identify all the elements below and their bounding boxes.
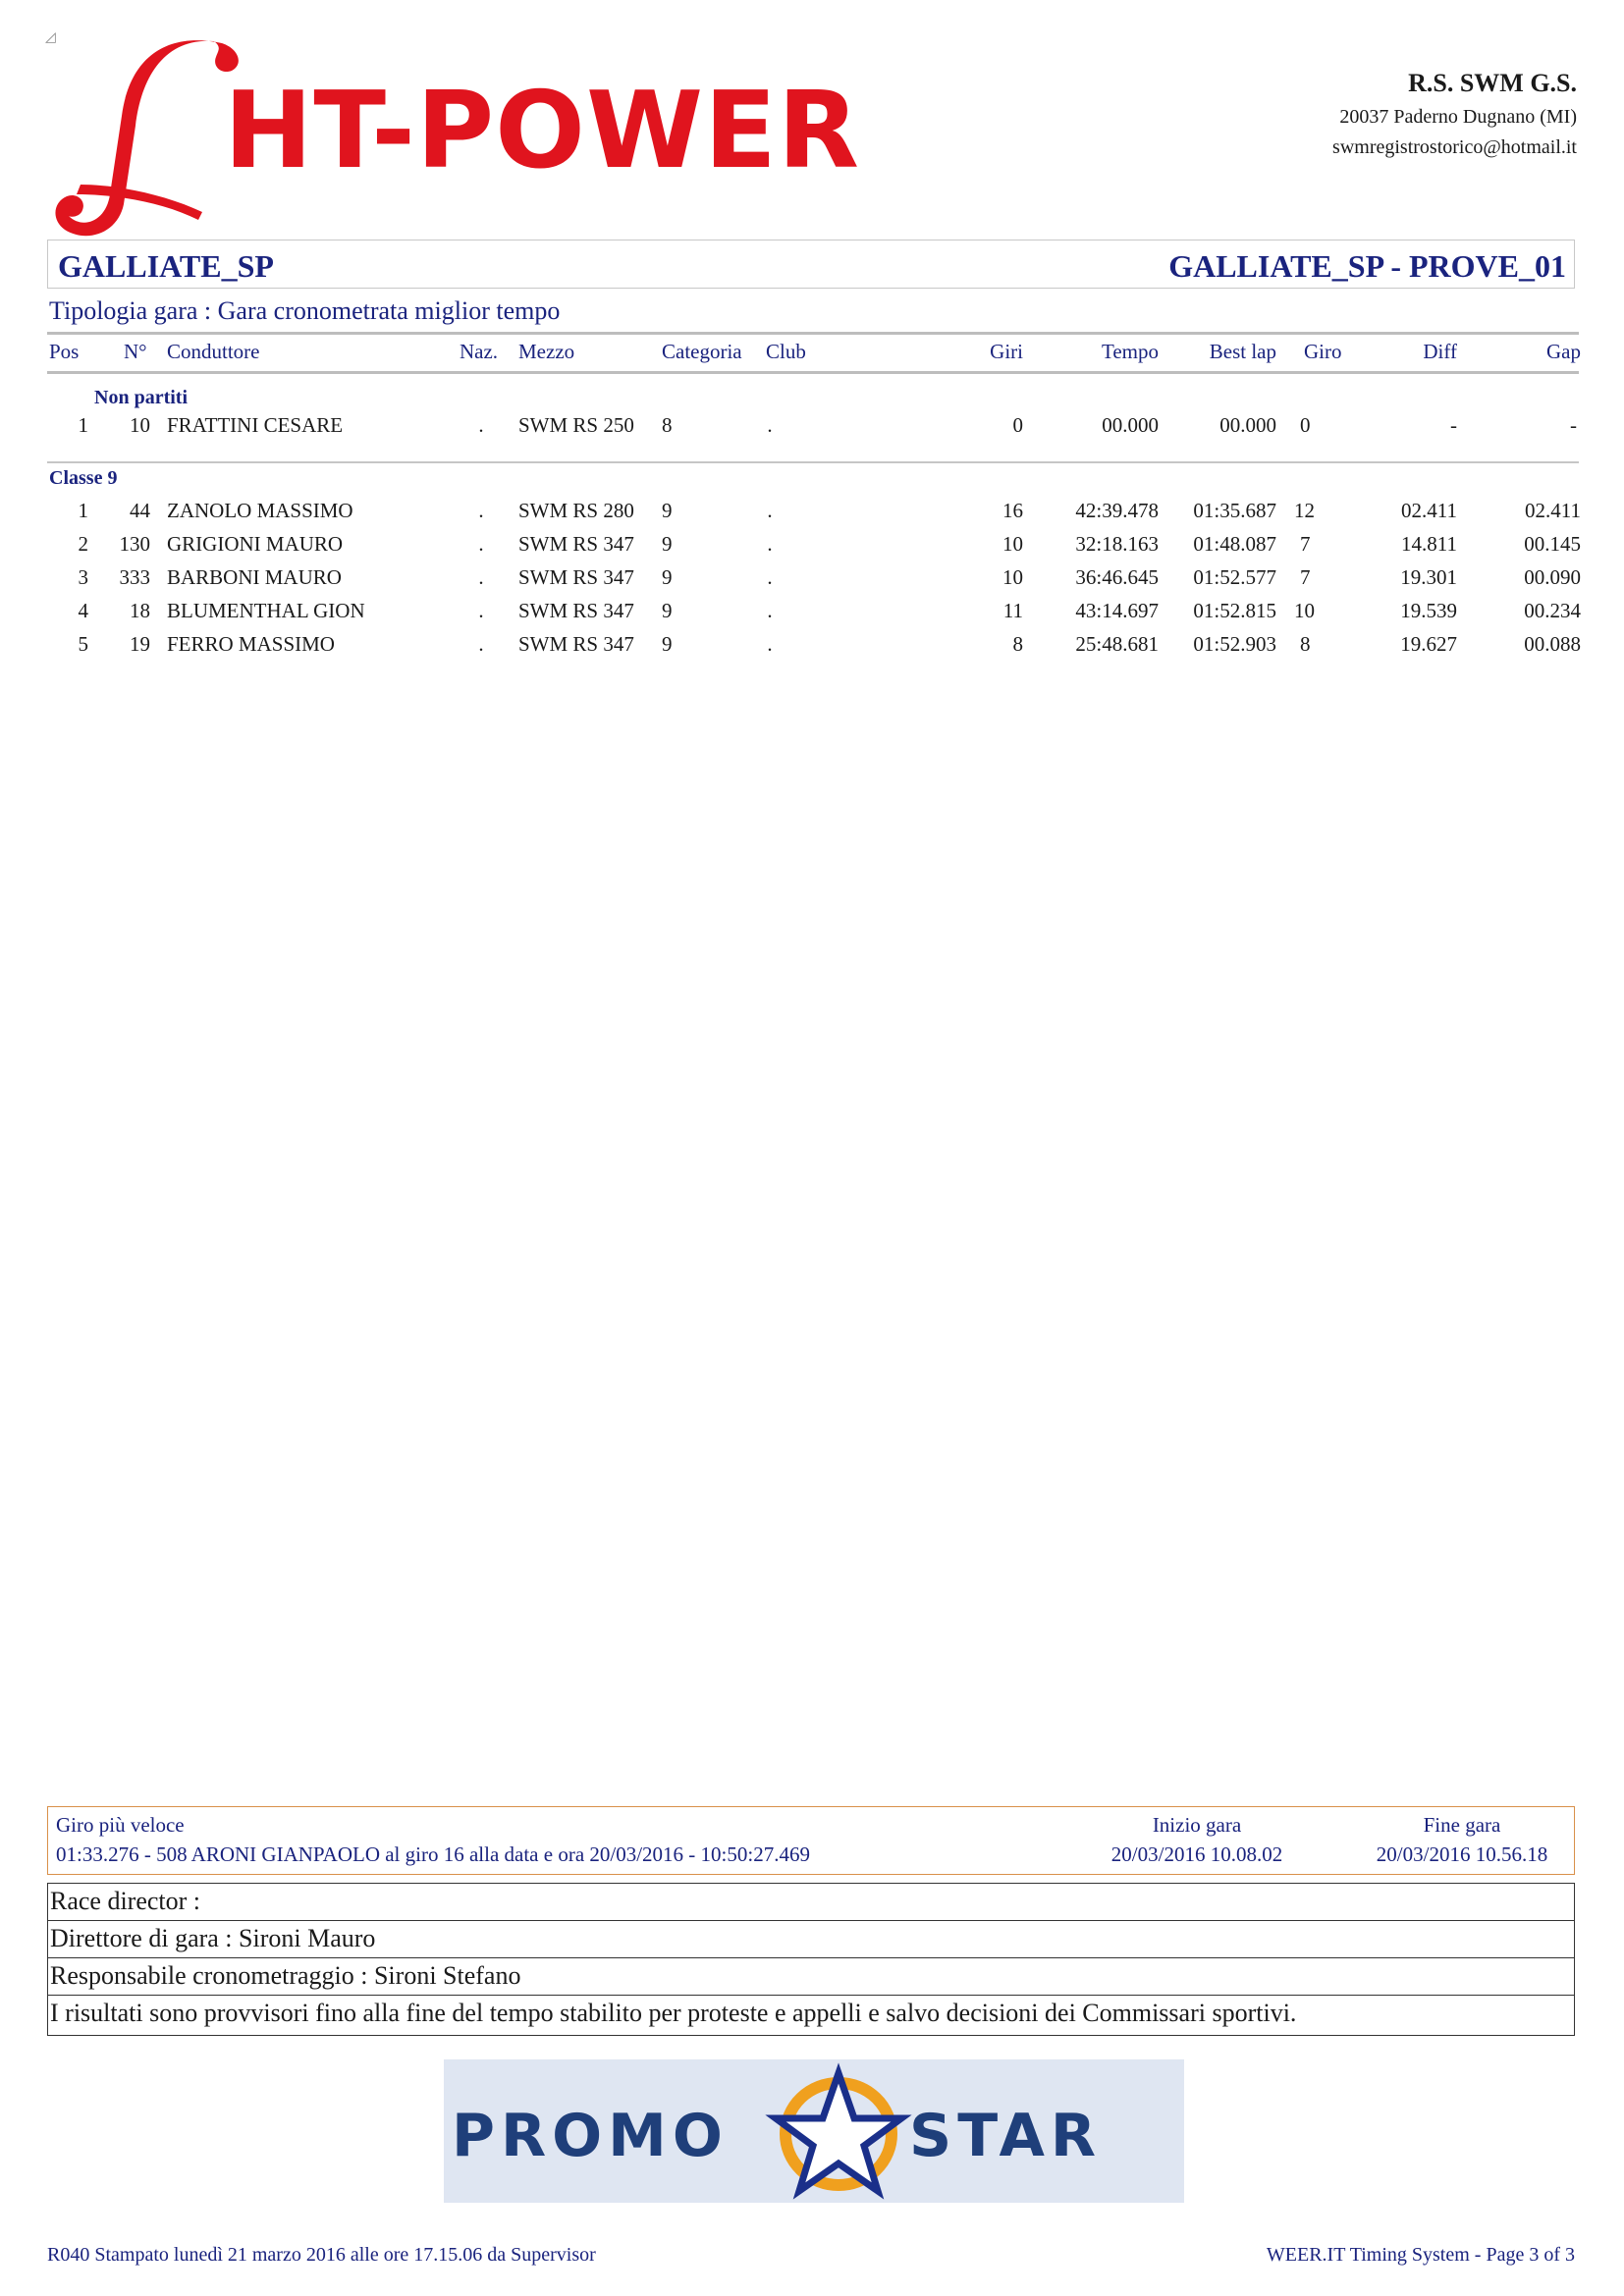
promostar-logo-graphic	[444, 2059, 1184, 2203]
footer-print-info: R040 Stampato lunedì 21 marzo 2016 alle ore 17.15.06 da Supervisor	[47, 2244, 596, 2266]
race-type: Tipologia gara : Gara cronometrata miglior tempo	[49, 296, 561, 325]
cell-gap: 00.088	[1524, 632, 1581, 656]
cell-driver: BLUMENTHAL GION	[167, 599, 365, 622]
race-director: Race director :	[48, 1884, 1574, 1921]
header-diff: Diff	[1423, 340, 1457, 363]
cell-lap: 10	[1294, 599, 1315, 622]
cell-laps: 10	[1002, 532, 1023, 556]
cell-laps: 0	[1012, 413, 1023, 437]
cell-gap: 00.234	[1524, 599, 1581, 622]
cell-driver: FERRO MASSIMO	[167, 632, 335, 656]
cell-time: 00.000	[1102, 413, 1159, 437]
header-best-lap: Best lap	[1209, 340, 1276, 363]
event-title-left: GALLIATE_SP	[58, 248, 274, 284]
org-email: swmregistrostorico@hotmail.it	[1332, 136, 1577, 158]
cell-naz: .	[478, 565, 484, 589]
header-vehicle: Mezzo	[518, 340, 575, 363]
cell-time: 42:39.478	[1075, 499, 1159, 522]
header-naz: Naz.	[460, 340, 499, 363]
cell-time: 32:18.163	[1075, 532, 1159, 556]
divider-header	[47, 371, 1579, 374]
cell-naz: .	[478, 499, 484, 522]
cell-club: .	[767, 632, 773, 656]
cell-diff: 19.627	[1400, 632, 1457, 656]
divider-top	[47, 332, 1579, 335]
cell-best-lap: 01:52.903	[1193, 632, 1276, 656]
group-label: Non partiti	[94, 387, 188, 408]
cell-category: 9	[662, 499, 673, 522]
cell-diff: 02.411	[1401, 499, 1457, 522]
logo-text: HT-POWER	[224, 70, 861, 192]
cell-gap: -	[1570, 413, 1577, 437]
cell-num: 333	[119, 565, 150, 589]
cell-pos: 1	[78, 499, 88, 522]
cell-naz: .	[478, 532, 484, 556]
cell-driver: ZANOLO MASSIMO	[167, 499, 353, 522]
logo-swoosh	[55, 40, 238, 236]
cell-best-lap: 01:48.087	[1193, 532, 1276, 556]
cell-pos: 4	[78, 599, 88, 622]
corner-mark: ◿	[45, 30, 56, 45]
cell-num: 10	[130, 413, 150, 437]
cell-best-lap: 00.000	[1219, 413, 1276, 437]
header-club: Club	[766, 340, 806, 363]
cell-club: .	[767, 413, 773, 437]
cell-pos: 1	[78, 413, 88, 437]
cell-lap: 7	[1300, 565, 1311, 589]
officials-box	[47, 1883, 1575, 2036]
cell-lap: 7	[1300, 532, 1311, 556]
cell-gap: 00.145	[1524, 532, 1581, 556]
cell-pos: 2	[78, 532, 88, 556]
header-gap: Gap	[1546, 340, 1581, 363]
cell-time: 43:14.697	[1075, 599, 1159, 622]
cell-pos: 5	[78, 632, 88, 656]
cell-vehicle: SWM RS 347	[518, 632, 634, 656]
cell-category: 9	[662, 565, 673, 589]
header-time: Tempo	[1101, 340, 1159, 363]
race-start-label: Inizio gara	[1152, 1813, 1242, 1837]
cell-num: 130	[119, 532, 150, 556]
header-lap: Giro	[1304, 340, 1342, 363]
cell-time: 36:46.645	[1075, 565, 1159, 589]
clerk-of-course: Direttore di gara : Sironi Mauro	[48, 1921, 1574, 1958]
header-num: N°	[124, 340, 147, 363]
cell-category: 8	[662, 413, 673, 437]
cell-best-lap: 01:52.815	[1193, 599, 1276, 622]
event-title-right: GALLIATE_SP - PROVE_01	[1168, 248, 1566, 284]
org-name: R.S. SWM G.S.	[1408, 69, 1577, 97]
promostar-logo	[444, 2059, 1184, 2203]
cell-diff: 14.811	[1401, 532, 1457, 556]
cell-category: 9	[662, 599, 673, 622]
cell-vehicle: SWM RS 347	[518, 565, 634, 589]
cell-time: 25:48.681	[1075, 632, 1159, 656]
sht-power-logo	[47, 37, 941, 243]
cell-driver: BARBONI MAURO	[167, 565, 342, 589]
race-end-label: Fine gara	[1423, 1813, 1501, 1837]
fastest-lap-value: 01:33.276 - 508 ARONI GIANPAOLO al giro 16 alla data e ora 20/03/2016 - 10:50:27.469	[56, 1842, 810, 1866]
footer-page-info: WEER.IT Timing System - Page 3 of 3	[1266, 2244, 1575, 2266]
cell-naz: .	[478, 413, 484, 437]
cell-driver: FRATTINI CESARE	[167, 413, 344, 437]
event-title-box	[47, 240, 1575, 289]
header-pos: Pos	[49, 340, 80, 363]
cell-lap: 12	[1294, 499, 1315, 522]
cell-club: .	[767, 532, 773, 556]
header-driver: Conduttore	[167, 340, 260, 363]
cell-num: 18	[130, 599, 150, 622]
sponsor-star-text: STAR	[909, 2102, 1103, 2170]
org-address: 20037 Paderno Dugnano (MI)	[1339, 106, 1577, 128]
cell-club: .	[767, 599, 773, 622]
cell-naz: .	[478, 632, 484, 656]
cell-laps: 10	[1002, 565, 1023, 589]
cell-diff: 19.539	[1400, 599, 1457, 622]
cell-vehicle: SWM RS 347	[518, 532, 634, 556]
cell-laps: 8	[1012, 632, 1023, 656]
logo-underline	[77, 185, 202, 220]
disclaimer: I risultati sono provvisori fino alla fine del tempo stabilito per proteste e appelli e salvo decisioni dei Commissari sportivi.	[50, 1999, 1297, 2027]
cell-lap: 0	[1300, 413, 1311, 437]
cell-diff: -	[1450, 413, 1457, 437]
cell-best-lap: 01:35.687	[1193, 499, 1276, 522]
cell-gap: 02.411	[1525, 499, 1581, 522]
cell-gap: 00.090	[1524, 565, 1581, 589]
fastest-lap-label: Giro più veloce	[56, 1813, 185, 1837]
cell-category: 9	[662, 632, 673, 656]
cell-diff: 19.301	[1400, 565, 1457, 589]
header-category: Categoria	[662, 340, 742, 363]
cell-club: .	[767, 499, 773, 522]
group-label: Classe 9	[49, 467, 118, 489]
logo-star	[776, 2073, 901, 2191]
cell-naz: .	[478, 599, 484, 622]
cell-best-lap: 01:52.577	[1193, 565, 1276, 589]
cell-num: 19	[130, 632, 150, 656]
cell-laps: 16	[1002, 499, 1023, 522]
organization-block	[1332, 69, 1577, 159]
race-end-value: 20/03/2016 10.56.18	[1376, 1842, 1548, 1866]
divider-group	[47, 461, 1579, 463]
cell-club: .	[767, 565, 773, 589]
race-start-value: 20/03/2016 10.08.02	[1110, 1842, 1283, 1866]
cell-vehicle: SWM RS 280	[518, 499, 634, 522]
cell-vehicle: SWM RS 347	[518, 599, 634, 622]
timing-manager: Responsabile cronometraggio : Sironi Stefano	[48, 1958, 1574, 1996]
header-laps: Giri	[990, 340, 1023, 363]
cell-vehicle: SWM RS 250	[518, 413, 634, 437]
cell-lap: 8	[1300, 632, 1311, 656]
cell-pos: 3	[78, 565, 88, 589]
fastest-lap-box	[47, 1806, 1575, 1875]
cell-category: 9	[662, 532, 673, 556]
sponsor-promo-text: PROMO	[452, 2102, 729, 2170]
cell-driver: GRIGIONI MAURO	[167, 532, 344, 556]
cell-laps: 11	[1002, 599, 1023, 622]
cell-num: 44	[130, 499, 150, 522]
